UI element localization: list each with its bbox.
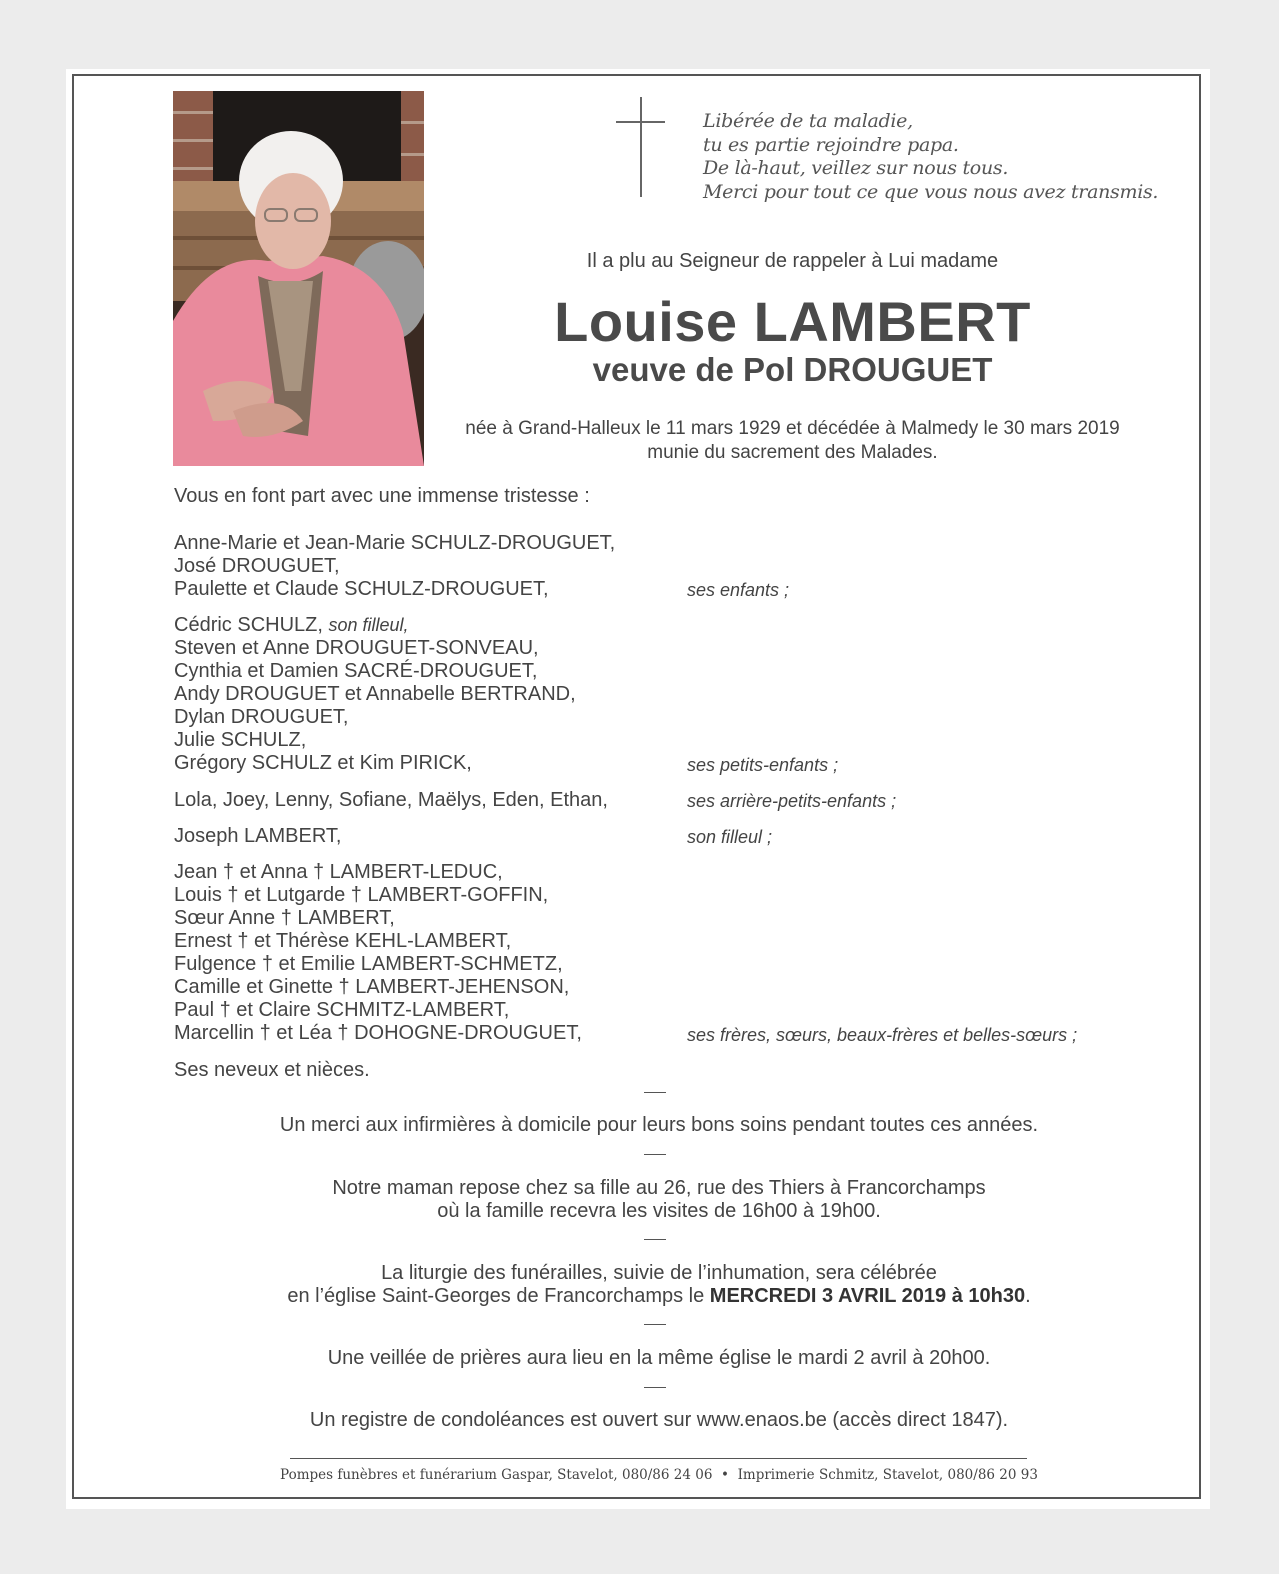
poem-line: De là-haut, veillez sur nous tous. bbox=[703, 157, 1009, 179]
liturgy-end: . bbox=[1025, 1285, 1031, 1307]
poem-line: Libérée de ta maladie, bbox=[703, 110, 913, 132]
rest-line: où la famille recevra les visites de 16h00 à 19h00. bbox=[437, 1200, 881, 1222]
family-name: Cédric SCHULZ, bbox=[174, 614, 323, 636]
intro-text: Il a plu au Seigneur de rappeler à Lui madame bbox=[586, 250, 999, 272]
poem-line: Merci pour tout ce que vous nous avez transmis. bbox=[703, 180, 1159, 203]
funeral-home: Pompes funèbres et funérarium Gaspar, Stavelot, 080/86 24 06 bbox=[280, 1467, 713, 1483]
poem bbox=[703, 110, 1173, 204]
register-line: Un registre de condoléances est ouvert sur www.enaos.be (accès direct 1847). bbox=[309, 1409, 1009, 1431]
thanks-text bbox=[174, 1114, 1144, 1137]
liturgy-place: en l’église Saint-Georges de Francorchamps le bbox=[287, 1285, 705, 1307]
family-name: Lola, Joey, Lenny, Sofiane, Maëlys, Eden, Ethan, bbox=[174, 789, 608, 811]
family-name: Cynthia et Damien SACRÉ-DROUGUET, bbox=[174, 660, 538, 682]
poem-line: tu es partie rejoindre papa. bbox=[703, 133, 959, 156]
liturgy-line: La liturgie des funérailles, suivie de l’inhumation, sera célébrée bbox=[381, 1262, 937, 1284]
rest-text bbox=[174, 1177, 1144, 1223]
great-grandchildren-relation: ses arrière-petits-enfants ; bbox=[687, 791, 897, 811]
vigil-text bbox=[174, 1347, 1144, 1370]
deceased-name: Louise LAMBERT bbox=[554, 290, 1031, 353]
godson-note: son filleul, bbox=[328, 615, 409, 635]
announce-text: Vous en font part avec une immense tristesse : bbox=[174, 485, 590, 507]
thanks-line: Un merci aux infirmières à domicile pour leurs bons soins pendant toutes ces années. bbox=[279, 1114, 1039, 1136]
portrait-photo bbox=[173, 91, 424, 466]
family-name: José DROUGUET, bbox=[174, 555, 340, 577]
separator-dash bbox=[640, 1316, 670, 1330]
family-name: Paul † et Claire SCHMITZ-LAMBERT, bbox=[174, 999, 510, 1021]
footer-rule bbox=[290, 1458, 1027, 1459]
family-name: Paulette et Claude SCHULZ-DROUGUET, bbox=[174, 578, 549, 600]
separator-dash bbox=[640, 1379, 670, 1393]
register-text bbox=[174, 1409, 1144, 1432]
grandchildren-group bbox=[174, 614, 576, 775]
family-name: Dylan DROUGUET, bbox=[174, 706, 349, 728]
great-grandchildren-group bbox=[174, 789, 608, 812]
grandchildren-relation: ses petits-enfants ; bbox=[687, 755, 839, 775]
family-name: Andy DROUGUET et Annabelle BERTRAND, bbox=[174, 683, 576, 705]
family-name: Steven et Anne DROUGUET-SONVEAU, bbox=[174, 637, 539, 659]
cross-icon-bar bbox=[616, 121, 665, 123]
family-name: Ernest † et Thérèse KEHL-LAMBERT, bbox=[174, 930, 512, 952]
family-name: Sœur Anne † LAMBERT, bbox=[174, 907, 395, 929]
rest-line: Notre maman repose chez sa fille au 26, rue des Thiers à Francorchamps bbox=[332, 1177, 986, 1199]
siblings-group bbox=[174, 861, 582, 1045]
family-name-row bbox=[174, 614, 576, 637]
siblings-relation: ses frères, sœurs, beaux-frères et belles-sœurs ; bbox=[687, 1025, 1078, 1045]
family-name: Marcellin † et Léa † DOHOGNE-DROUGUET, bbox=[174, 1022, 582, 1044]
birth-death-line: née à Grand-Halleux le 11 mars 1929 et décédée à Malmedy le 30 mars 2019 bbox=[465, 418, 1120, 439]
family-name: Camille et Ginette † LAMBERT-JEHENSON, bbox=[174, 976, 570, 998]
separator-dash bbox=[640, 1084, 670, 1098]
liturgy-line-2 bbox=[174, 1285, 1144, 1308]
liturgy-text bbox=[174, 1262, 1144, 1308]
cross-icon bbox=[640, 97, 642, 197]
separator-dash bbox=[640, 1231, 670, 1245]
footer-separator: • bbox=[721, 1467, 729, 1483]
family-name: Anne-Marie et Jean-Marie SCHULZ-DROUGUET, bbox=[174, 532, 616, 554]
godson-relation: son filleul ; bbox=[687, 827, 773, 847]
children-group bbox=[174, 532, 615, 601]
footer-credits bbox=[250, 1467, 1068, 1483]
widow-of: veuve de Pol DROUGUET bbox=[592, 351, 993, 388]
separator-dash bbox=[640, 1146, 670, 1160]
family-name: Jean † et Anna † LAMBERT-LEDUC, bbox=[174, 861, 503, 883]
family-name: Julie SCHULZ, bbox=[174, 729, 307, 751]
family-name: Joseph LAMBERT, bbox=[174, 825, 342, 847]
liturgy-date: MERCREDI 3 AVRIL 2019 à 10h30 bbox=[709, 1285, 1026, 1307]
family-name: Louis † et Lutgarde † LAMBERT-GOFFIN, bbox=[174, 884, 549, 906]
children-relation: ses enfants ; bbox=[687, 580, 790, 600]
birth-death-info bbox=[420, 417, 1165, 464]
sacrament-line: munie du sacrement des Malades. bbox=[647, 441, 938, 463]
vigil-line: Une veillée de prières aura lieu en la même église le mardi 2 avril à 20h00. bbox=[327, 1347, 991, 1369]
godson-group bbox=[174, 825, 342, 848]
printer: Imprimerie Schmitz, Stavelot, 080/86 20 93 bbox=[737, 1467, 1038, 1483]
nephews-line: Ses neveux et nièces. bbox=[174, 1059, 370, 1081]
family-name: Grégory SCHULZ et Kim PIRICK, bbox=[174, 752, 472, 774]
family-name: Fulgence † et Emilie LAMBERT-SCHMETZ, bbox=[174, 953, 563, 975]
portrait-illustration bbox=[173, 91, 424, 466]
